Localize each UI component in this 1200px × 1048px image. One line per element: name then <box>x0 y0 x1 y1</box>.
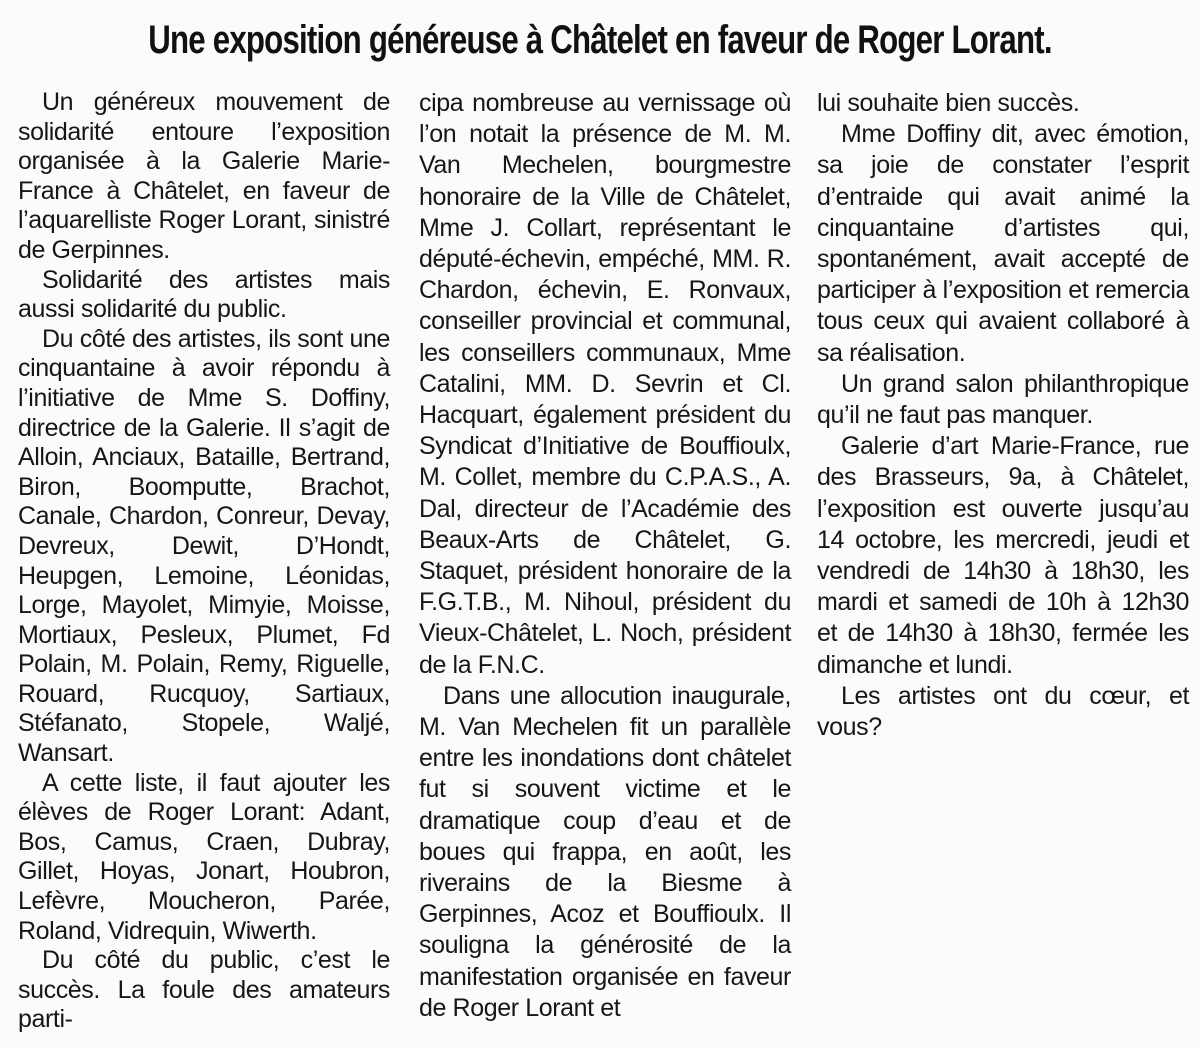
article-paragraph: Du côté des artistes, ils sont une cinquantaine à avoir répondu à l’initiative de Mme S. Doffiny, directrice de la Galerie. Il s’agit de Alloin, Anciaux, Bataille, Bertrand, Biron, Boomputte, Brachot, Canale, Chardon, Conreur, Devay, Devreux, Dewit, D’Hondt, Heupgen, Lemoine, Léonidas, Lorge, Mayolet, Mimyie, Moisse, Mortiaux, Pesleux, Plumet, Fd Polain, M. Polain, Remy, Riguelle, Rouard, Rucquoy, Sartiaux, Stéfanato, Stopele, Waljé, Wansart. <box>18 324 390 768</box>
article-paragraph-continued: cipa nombreuse au vernissage où l’on notait la présence de M. M. Van Mechelen, bourgmestre honoraire de la Ville de Châtelet, Mme J. Collart, représentant le député-échevin, empéché, MM. R. Chardon, échevin, E. Ronvaux, conseiller provincial et communal, les conseillers communaux, Mme Catalini, MM. D. Sevrin et Cl. Hacquart, également président du Syndicat d’Initiative de Bouffioulx, M. Collet, membre du C.P.A.S., A. Dal, directeur de l’Académie des Beaux-Arts de Châtelet, G. Staquet, président honoraire de la F.G.T.B., M. Nihoul, président du Vieux-Châtelet, L. Noch, président de la F.N.C. <box>419 89 791 679</box>
article-column-3 <box>817 88 1189 743</box>
article-column-2 <box>419 88 791 1024</box>
article-paragraph: Du côté du public, c’est le succès. La foule des amateurs parti- <box>18 946 390 1034</box>
article-paragraph: A cette liste, il faut ajouter les élèves de Roger Lorant: Adant, Bos, Camus, Craen, Dubray, Gillet, Hoyas, Jonart, Houbron, Lefèvre, Moucheron, Parée, Roland, Vidrequin, Wiwerth. <box>18 768 390 945</box>
article-paragraph: Un grand salon philanthropique qu’il ne faut pas manquer. <box>817 369 1189 430</box>
article-paragraph: Les artistes ont du cœur, et vous? <box>817 681 1189 742</box>
article-paragraph: Un généreux mouvement de solidarité entoure l’exposition organisée à la Galerie Marie-France à Châtelet, en faveur de l’aquarelliste Roger Lorant, sinistré de Gerpinnes. <box>18 88 390 264</box>
article-paragraph: Solidarité des artistes mais aussi solidarité du public. <box>18 265 390 324</box>
article-column-1 <box>18 88 390 1035</box>
article-paragraph: Dans une allocution inaugurale, M. Van Mechelen fit un parallèle entre les inondations dont châtelet fut si souvent victime et le dramatique coup d’eau et de boues qui frappa, en août, les riverains de la Biesme à Gerpinnes, Acoz et Bouffioulx. Il souligna la générosité de la manifestation organisée en faveur de Roger Lorant et <box>419 681 791 1022</box>
article-paragraph-continued: lui souhaite bien succès. <box>817 89 1080 117</box>
article-paragraph: Galerie d’art Marie-France, rue des Brasseurs, 9a, à Châtelet, l’exposition est ouverte jusqu’au 14 octobre, les mercredi, jeudi et vendredi de 14h30 à 18h30, les mardi et samedi de 10h à 12h30 et de 14h30 à 18h30, fermée les dimanche et lundi. <box>817 432 1189 679</box>
article-headline: Une exposition généreuse à Châtelet en faveur de Roger Lorant. <box>148 18 1052 62</box>
article-paragraph: Mme Doffiny dit, avec émotion, sa joie de constater l’esprit d’entraide qui avait animé la cinquantaine d’artistes qui, spontanément, avait accepté de participer à l’exposition et remercia tous ceux qui avaient collaboré à sa réalisation. <box>817 120 1189 367</box>
